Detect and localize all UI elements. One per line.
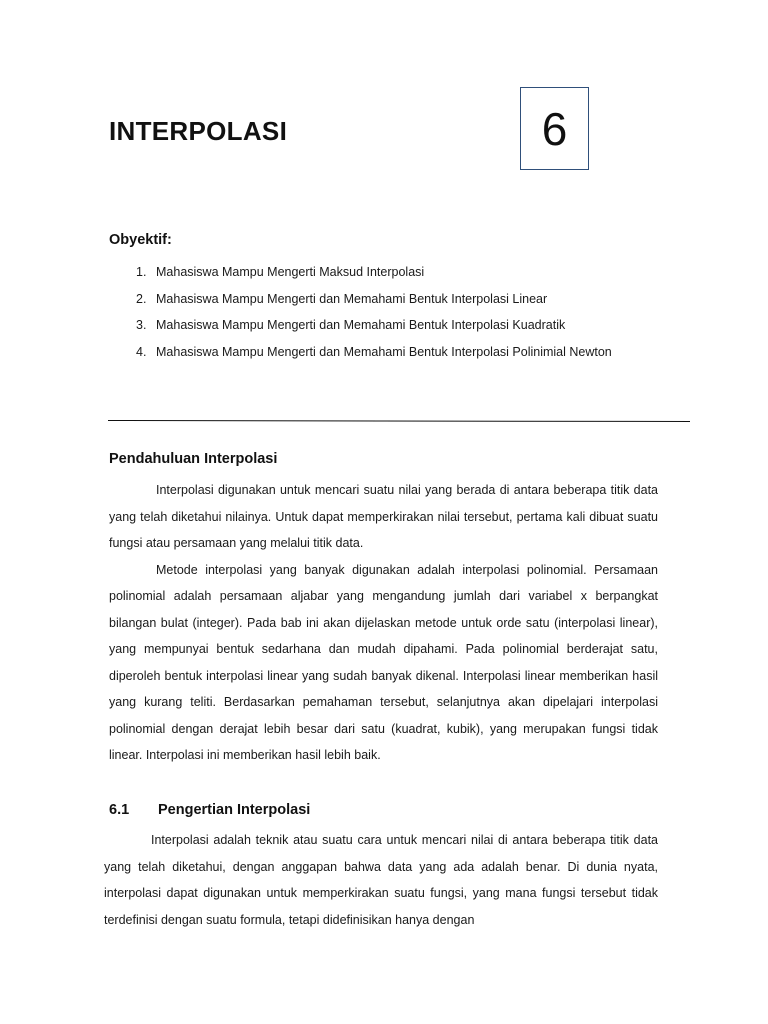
- objectives-list: [109, 259, 658, 365]
- objective-item-1: [109, 259, 658, 286]
- intro-heading: Pendahuluan Interpolasi: [109, 451, 278, 467]
- intro-body: [109, 477, 658, 769]
- section-number: 6.1: [109, 802, 130, 818]
- chapter-number-box: [520, 87, 589, 170]
- objective-text: Mahasiswa Mampu Mengerti Maksud Interpolasi: [156, 265, 425, 279]
- objective-text: Mahasiswa Mampu Mengerti dan Memahami Bentuk Interpolasi Linear: [156, 291, 548, 306]
- objective-item-3: [109, 312, 658, 339]
- intro-paragraph: Interpolasi digunakan untuk mencari suatu nilai yang berada di antara beberapa titik data yang telah diketahui nilainya. Untuk dapat memperkirakan nilai tersebut, pertama kali dibuat suatu fungsi atau persamaan yang melalui titik data.: [109, 483, 658, 550]
- objectives-heading: Obyektif:: [109, 232, 172, 248]
- section-title: Pengertian Interpolasi: [158, 802, 311, 818]
- objective-text: Mahasiswa Mampu Mengerti dan Memahami Bentuk Interpolasi Kuadratik: [156, 318, 566, 332]
- chapter-title: INTERPOLASI: [109, 116, 288, 146]
- section-divider: [108, 420, 690, 422]
- objective-number: 3.: [136, 318, 147, 332]
- objective-text: Mahasiswa Mampu Mengerti dan Memahami Bentuk Interpolasi Polinimial Newton: [156, 344, 612, 359]
- section-6-1-body: [104, 827, 658, 933]
- section-heading-6-1: [109, 802, 310, 818]
- objective-number: 1.: [136, 265, 147, 279]
- objective-number: 2.: [136, 291, 147, 306]
- section-6-1-paragraph: Interpolasi adalah teknik atau suatu cara untuk mencari nilai di antara beberapa titik data yang telah diketahui, dengan anggapan bahwa data yang ada adalah benar. Di dunia nyata, interpolasi dapat digunakan untuk memperkirakan suatu fungsi, yang mana fungsi tersebut tidak terdefinisi dengan suatu formula, tetapi didefinisikan hanya dengan: [104, 833, 658, 927]
- chapter-number: 6: [541, 102, 568, 155]
- objective-item-2: [109, 286, 658, 313]
- objective-item-4: [109, 339, 658, 366]
- objective-number: 4.: [136, 344, 147, 359]
- intro-paragraph: Metode interpolasi yang banyak digunakan adalah interpolasi polinomial. Persamaan polinomial adalah persamaan aljabar yang mengandung jumlah dari variabel x berpangkat bilangan bulat (integer). Pada bab ini akan dijelaskan metode untuk orde satu (interpolasi linear), yang mempunyai bentuk sedarhana dan mudah dipahami. Pada polinomial berderajat satu, diperoleh bentuk interpolasi linear yang sudah banyak dikenal. Interpolasi linear memberikan hasil yang kurang teliti. Berdasarkan pemahaman tersebut, selanjutnya akan dipelajari interpolasi polinomial dengan derajat lebih besar dari satu (kuadrat, kubik), yang merupakan fungsi tidak linear. Interpolasi ini memberikan hasil lebih baik.: [109, 562, 658, 762]
